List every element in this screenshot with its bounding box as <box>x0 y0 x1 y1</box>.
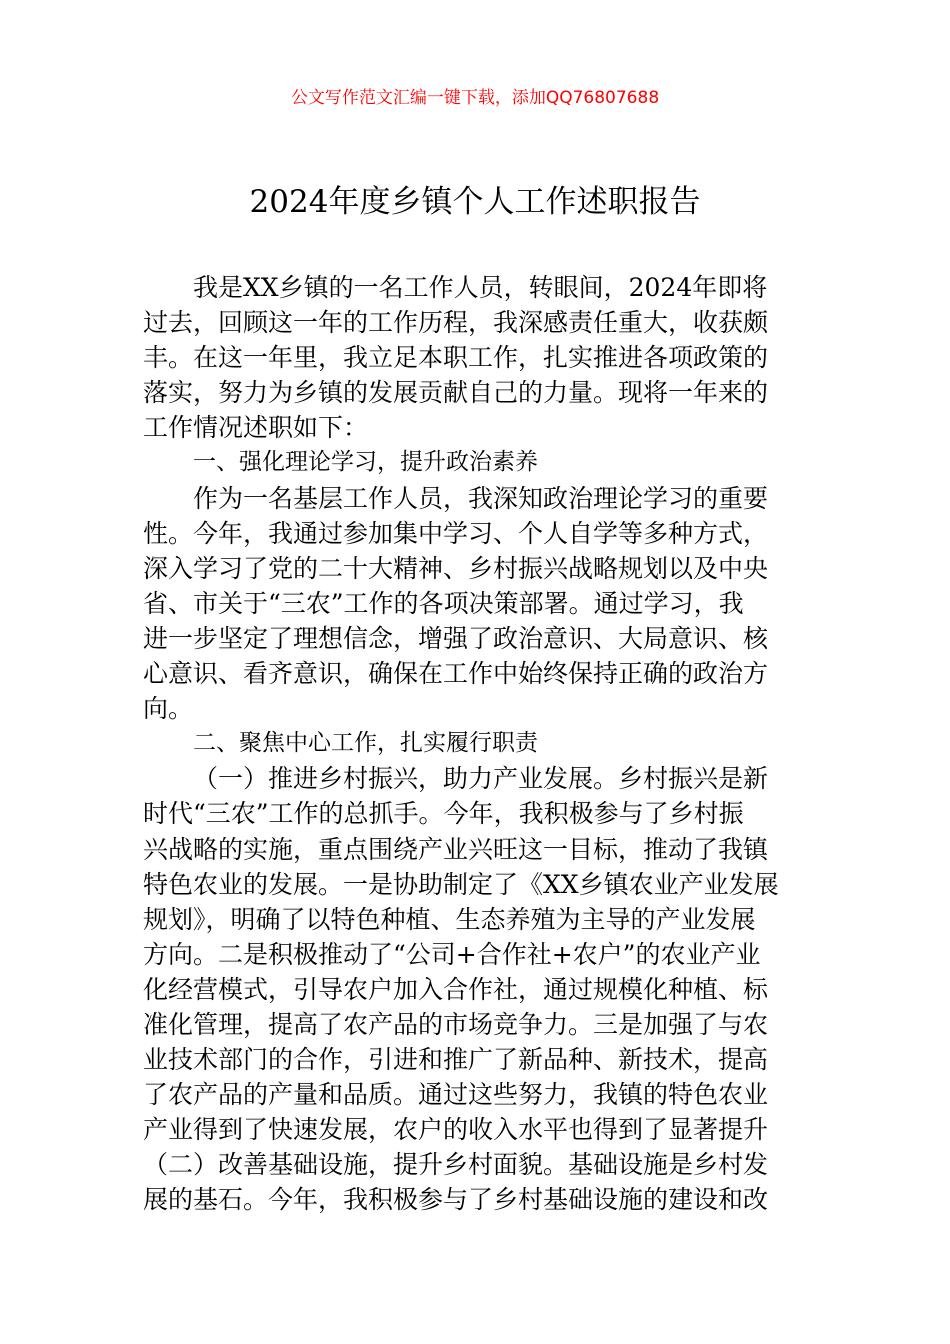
body-line: 落实，努力为乡镇的发展贡献自己的力量。现将一年来的 <box>143 378 769 408</box>
body-line: 向。 <box>143 694 194 724</box>
body-line: 进一步坚定了理想信念，增强了政治意识、大局意识、核 <box>143 623 769 653</box>
body-line: 工作情况述职如下： <box>143 413 369 443</box>
body-line: 展的基石。今年，我积极参与了乡村基础设施的建设和改 <box>143 1185 769 1215</box>
section-heading: 一、强化理论学习，提升政治素养 <box>193 449 538 476</box>
document-title: 2024年度乡镇个人工作述职报告 <box>249 184 701 220</box>
body-line: 产业得到了快速发展，农户的收入水平也得到了显著提升 <box>143 1115 769 1145</box>
body-line: 省、市关于“三农”工作的各项决策部署。通过学习，我 <box>143 588 744 618</box>
body-line: 化经营模式，引导农户加入合作社，通过规模化种植、标 <box>143 974 769 1004</box>
body-line: 了农产品的产量和品质。通过这些努力，我镇的特色农业 <box>143 1080 769 1110</box>
body-line: 深入学习了党的二十大精神、乡村振兴战略规划以及中央 <box>143 553 769 583</box>
body-line: 丰。在这一年里，我立足本职工作，扎实推进各项政策的 <box>143 343 769 373</box>
download-notice: 公文写作范文汇编一键下载，添加QQ76807688 <box>290 88 660 108</box>
body-line: 时代“三农”工作的总抓手。今年，我积极参与了乡村振 <box>143 799 744 829</box>
body-line: 性。今年，我通过参加集中学习、个人自学等多种方式， <box>143 518 769 548</box>
body-line: 作为一名基层工作人员，我深知政治理论学习的重要 <box>193 483 769 513</box>
body-line: 兴战略的实施，重点围绕产业兴旺这一目标，推动了我镇 <box>143 834 769 864</box>
body-line: （二）改善基础设施，提升乡村面貌。基础设施是乡村发 <box>143 1150 769 1180</box>
body-line: 准化管理，提高了农产品的市场竞争力。三是加强了与农 <box>143 1009 769 1039</box>
document-body <box>143 270 813 1218</box>
body-line: 业技术部门的合作，引进和推广了新品种、新技术，提高 <box>143 1045 769 1075</box>
body-line: 方向。二是积极推动了“公司+合作社+农户”的农业产业 <box>143 939 761 969</box>
section-heading: 二、聚焦中心工作，扎实履行职责 <box>193 730 538 757</box>
body-line: 过去，回顾这一年的工作历程，我深感责任重大，收获颇 <box>143 308 769 338</box>
body-line: 规划》，明确了以特色种植、生态养殖为主导的产业发展 <box>143 904 756 934</box>
body-line: 特色农业的发展。一是协助制定了《XX乡镇农业产业发展 <box>143 869 779 899</box>
body-line: 我是XX乡镇的一名工作人员，转眼间，2024年即将 <box>193 273 768 302</box>
body-line: 心意识、看齐意识，确保在工作中始终保持正确的政治方 <box>143 659 769 689</box>
body-line: （一）推进乡村振兴，助力产业发展。乡村振兴是新 <box>193 764 769 794</box>
